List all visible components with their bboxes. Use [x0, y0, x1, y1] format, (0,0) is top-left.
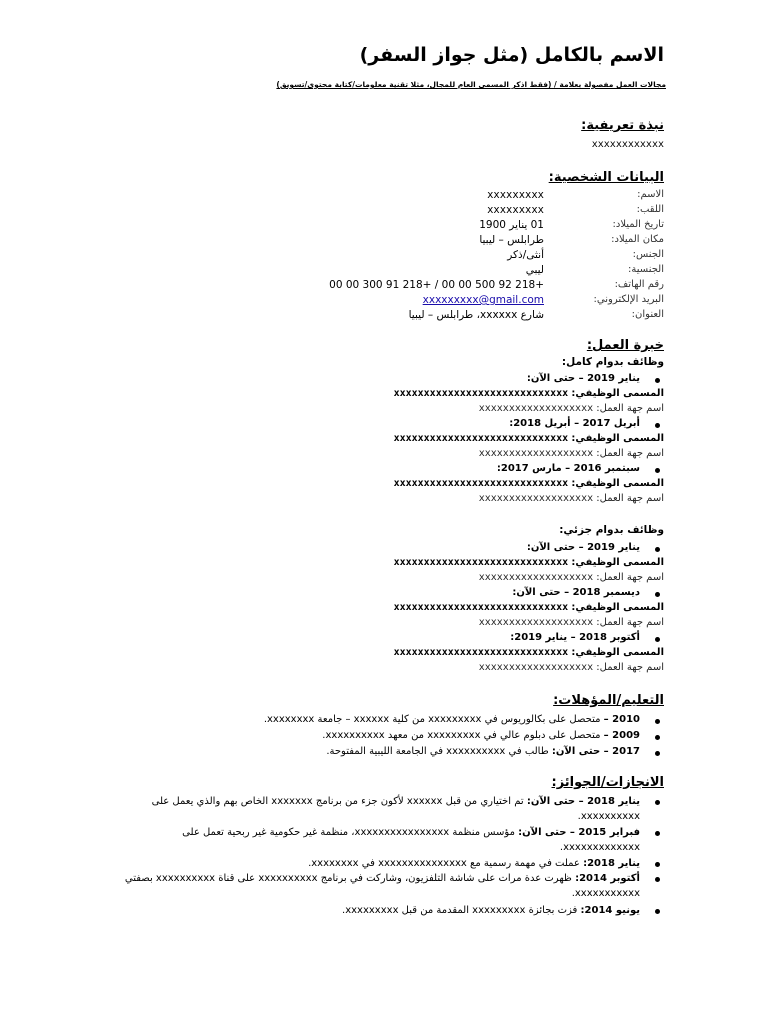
- job-title-label: المسمى الوظيفي:: [571, 557, 664, 568]
- job-title-label: المسمى الوظيفي:: [571, 388, 664, 399]
- surname-label: اللقب:: [636, 204, 664, 215]
- job-date: سبتمبر 2016 – مارس 2017:: [496, 463, 640, 474]
- achievement-text: مؤسس منظمة xxxxxxxxxxxxxxxx، منظمة غير حكومية غير ربحية تعمل على xxxxxxxxxxxxx.: [182, 827, 640, 853]
- achievement-date: يناير 2018 – حتى الآن:: [526, 796, 640, 807]
- job-title: xxxxxxxxxxxxxxxxxxxxxxxxxxxxx: [393, 478, 569, 489]
- employer-label: اسم جهة العمل:: [596, 448, 664, 459]
- job-title: xxxxxxxxxxxxxxxxxxxxxxxxxxxxx: [393, 433, 569, 444]
- employer-label: اسم جهة العمل:: [596, 617, 664, 628]
- achievement-item: [120, 825, 640, 855]
- achievement-date: أكتوبر 2014:: [575, 873, 640, 884]
- full-name-title: الاسم بالكامل (مثل جواز السفر): [359, 44, 664, 66]
- email-label: البريد الإلكتروني:: [593, 294, 664, 305]
- email-link[interactable]: xxxxxxxxx@gmail.com: [422, 294, 544, 306]
- achievement-text: تم اختياري من قبل xxxxxx لأكون جزء من برنامج xxxxxxx الخاص بهم والذي يعمل على xxxxxxxxxx.: [151, 796, 640, 822]
- name-label: الاسم:: [637, 189, 664, 200]
- birthdate-value: 01 يناير 1900: [479, 219, 544, 231]
- achievements-heading: الانجازات/الجوائز:: [551, 775, 664, 790]
- job-date: أبريل 2017 – أبريل 2018:: [509, 418, 640, 429]
- employer: xxxxxxxxxxxxxxxxxxx: [478, 448, 594, 459]
- education-date: 2017 – حتى الآن:: [551, 746, 640, 757]
- birthplace-label: مكان الميلاد:: [611, 234, 664, 245]
- employer-label: اسم جهة العمل:: [596, 662, 664, 673]
- education-text: متحصل على دبلوم عالي في xxxxxxxxx من معهد xxxxxxxxxx.: [322, 730, 601, 741]
- personal-heading: البيانات الشخصية:: [548, 170, 664, 185]
- achievement-item: [120, 871, 640, 901]
- employer: xxxxxxxxxxxxxxxxxxx: [478, 662, 594, 673]
- address-label: العنوان:: [631, 309, 664, 320]
- gender-label: الجنس:: [632, 249, 664, 260]
- employer-label: اسم جهة العمل:: [596, 403, 664, 414]
- achievement-date: يونيو 2014:: [580, 905, 640, 916]
- address-value: شارع xxxxxx، طرابلس – ليبيا: [408, 309, 544, 321]
- achievement-text: فزت بجائزة xxxxxxxxx المقدمة من قبل xxxxxxxxx.: [342, 905, 578, 916]
- education-date: 2010 –: [603, 714, 640, 725]
- achievement-item: [120, 903, 640, 918]
- job-title-label: المسمى الوظيفي:: [571, 478, 664, 489]
- job-title-label: المسمى الوظيفي:: [571, 647, 664, 658]
- work-fields-line: مجالات العمل مفصولة بعلامة / (فقط اذكر المسمى العام للمجال، مثلا تقنية معلومات/كتابة محتوى/تسويق): [276, 80, 666, 89]
- employer-label: اسم جهة العمل:: [596, 572, 664, 583]
- work-heading: خبرة العمل:: [586, 338, 664, 353]
- employer-label: اسم جهة العمل:: [596, 493, 664, 504]
- job-title-label: المسمى الوظيفي:: [571, 433, 664, 444]
- education-heading: التعليم/المؤهلات:: [553, 693, 664, 708]
- employer: xxxxxxxxxxxxxxxxxxx: [478, 493, 594, 504]
- parttime-heading: وظائف بدوام جزئي:: [559, 524, 664, 536]
- job-date: يناير 2019 – حتى الآن:: [526, 542, 640, 553]
- job-title: xxxxxxxxxxxxxxxxxxxxxxxxxxxxx: [393, 647, 569, 658]
- education-item: [264, 714, 640, 725]
- education-text: متحصل على بكالوريوس في xxxxxxxxx من كلية xxxxxx – جامعة xxxxxxxx.: [263, 714, 601, 725]
- job-date: ديسمبر 2018 – حتى الآن:: [512, 587, 640, 598]
- employer: xxxxxxxxxxxxxxxxxxx: [478, 403, 594, 414]
- birthdate-label: تاريخ الميلاد:: [612, 219, 664, 230]
- birthplace-value: طرابلس – ليبيا: [479, 234, 544, 246]
- fulltime-heading: وظائف بدوام كامل:: [561, 356, 664, 368]
- education-text: طالب في xxxxxxxxxx في الجامعة الليبية المفتوحة.: [326, 746, 549, 757]
- job-title: xxxxxxxxxxxxxxxxxxxxxxxxxxxxx: [393, 602, 569, 613]
- education-date: 2009 –: [603, 730, 640, 741]
- job-date: يناير 2019 – حتى الآن:: [526, 373, 640, 384]
- job-title: xxxxxxxxxxxxxxxxxxxxxxxxxxxxx: [393, 388, 569, 399]
- job-title: xxxxxxxxxxxxxxxxxxxxxxxxxxxxx: [393, 557, 569, 568]
- achievement-text: عملت في مهمة رسمية مع xxxxxxxxxxxxxxx في xxxxxxxx.: [308, 858, 580, 869]
- employer: xxxxxxxxxxxxxxxxxxx: [478, 572, 594, 583]
- education-item: [326, 746, 640, 757]
- name-value: xxxxxxxxx: [487, 189, 544, 201]
- achievement-date: يناير 2018:: [583, 858, 640, 869]
- achievement-item: [120, 794, 640, 824]
- achievement-text: ظهرت عدة مرات على شاشة التلفزيون، وشاركت في برنامج xxxxxxxxxx على قناة xxxxxxxxxx بصفتي xxxxxxxxxxx.: [124, 873, 640, 899]
- surname-value: xxxxxxxxx: [487, 204, 544, 216]
- bio-heading: نبذة تعريفية:: [581, 118, 664, 133]
- employer: xxxxxxxxxxxxxxxxxxx: [478, 617, 594, 628]
- gender-value: أنثى/ذكر: [507, 249, 544, 261]
- nationality-label: الجنسية:: [628, 264, 664, 275]
- education-item: [322, 730, 640, 741]
- achievement-date: فبراير 2015 – حتى الآن:: [518, 827, 640, 838]
- job-date: أكتوبر 2018 – يناير 2019:: [510, 632, 640, 643]
- phone-label: رقم الهاتف:: [614, 279, 664, 290]
- bio-text: xxxxxxxxxxxx: [591, 139, 664, 150]
- phone-value: 00 00 300 91 218+ / 00 00 500 92 218+: [329, 279, 544, 291]
- job-title-label: المسمى الوظيفي:: [571, 602, 664, 613]
- achievement-item: [120, 856, 640, 871]
- nationality-value: ليبي: [525, 264, 544, 276]
